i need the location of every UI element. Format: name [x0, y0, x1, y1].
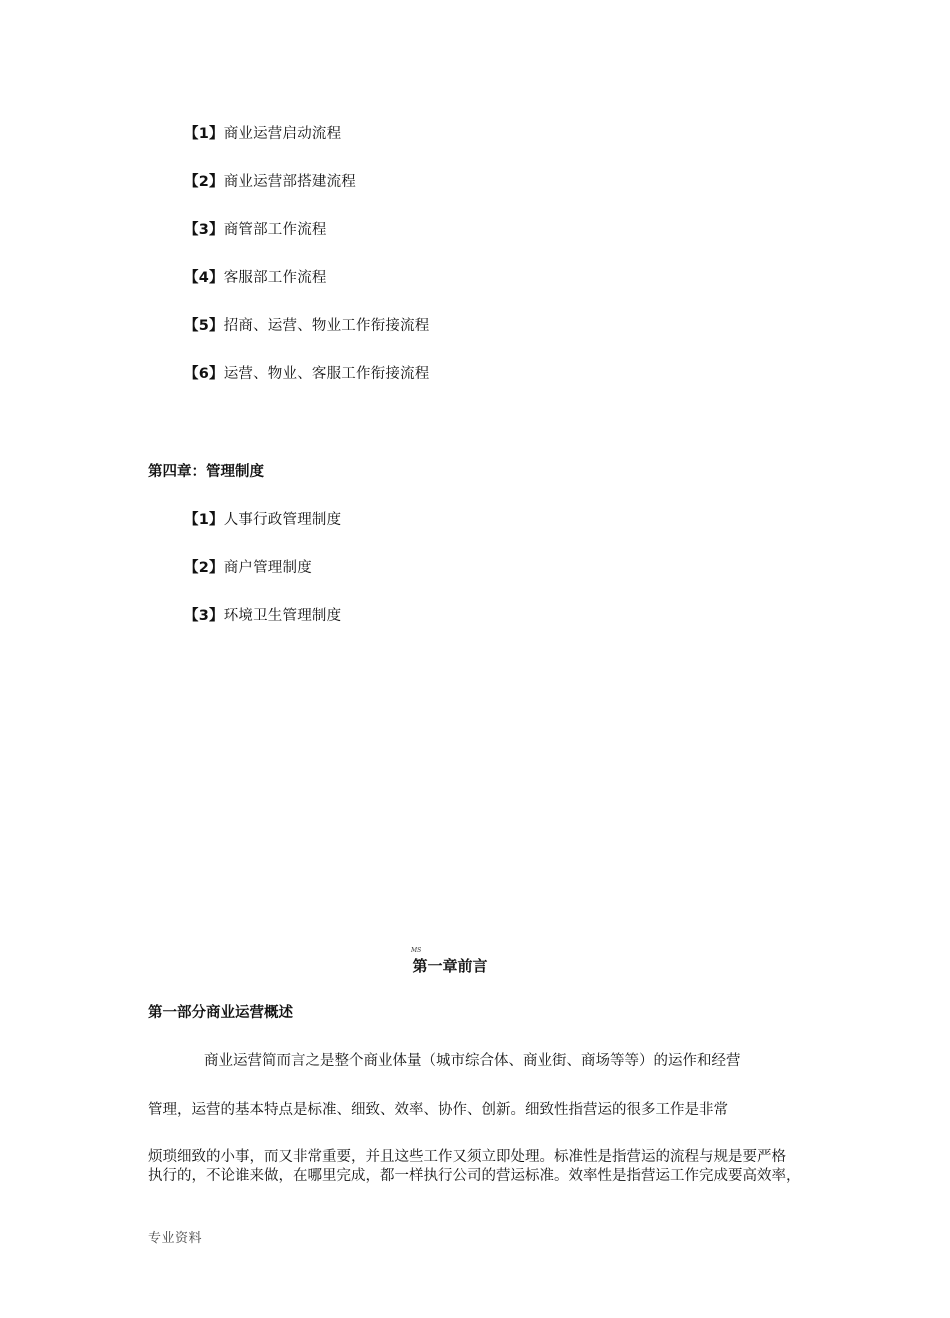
toc-item-number: 【4】: [184, 270, 224, 286]
toc-item-label: 招商、运营、物业工作衔接流程: [223, 318, 430, 334]
toc-item-number: 【1】: [184, 512, 224, 528]
toc-item-label: 商业运营启动流程: [223, 126, 342, 142]
footer-label: 专业资料: [148, 1231, 203, 1246]
toc-item-number: 【3】: [184, 222, 224, 238]
chapter-heading: 第四章：管理制度: [148, 464, 264, 480]
toc-item-number: 【2】: [184, 560, 224, 576]
toc-item-label: 商户管理制度: [223, 560, 312, 576]
toc-item: [184, 268, 327, 288]
toc-item-number: 【3】: [184, 608, 224, 624]
toc-item-number: 【1】: [184, 126, 224, 142]
small-mark: MS: [411, 947, 422, 954]
toc-item-number: 【6】: [184, 366, 224, 382]
toc-item: [184, 316, 430, 336]
toc-item: [184, 558, 312, 578]
toc-item-number: 【5】: [184, 318, 224, 334]
toc-item-number: 【2】: [184, 174, 224, 190]
toc-item: [184, 220, 327, 240]
chapter-title: 第一章前言: [412, 957, 488, 975]
toc-item: [184, 510, 341, 530]
paragraph-line: 管理，运营的基本特点是标准、细致、效率、协作、创新。细致性指营运的很多工作是非常: [148, 1102, 728, 1118]
toc-item: [184, 364, 430, 384]
paragraph-line: 执行的，不论谁来做，在哪里完成，都一样执行公司的营运标准。效率性是指营运工作完成要高效率，: [148, 1168, 801, 1184]
part-title: 第一部分商业运营概述: [148, 1005, 293, 1021]
toc-item-label: 商管部工作流程: [223, 222, 327, 238]
paragraph-line: 烦琐细致的小事，而又非常重要，并且这些工作又须立即处理。标准性是指营运的流程与规是要严格: [148, 1149, 786, 1165]
toc-item-label: 环境卫生管理制度: [223, 608, 342, 624]
toc-item: [184, 606, 341, 626]
toc-item-label: 客服部工作流程: [223, 270, 327, 286]
toc-item-label: 运营、物业、客服工作衔接流程: [223, 366, 430, 382]
paragraph-line: 商业运营简而言之是整个商业体量（城市综合体、商业街、商场等等）的运作和经营: [204, 1053, 741, 1069]
toc-item-label: 商业运营部搭建流程: [223, 174, 357, 190]
toc-item: [184, 124, 341, 144]
toc-item: [184, 172, 356, 192]
toc-item-label: 人事行政管理制度: [223, 512, 342, 528]
